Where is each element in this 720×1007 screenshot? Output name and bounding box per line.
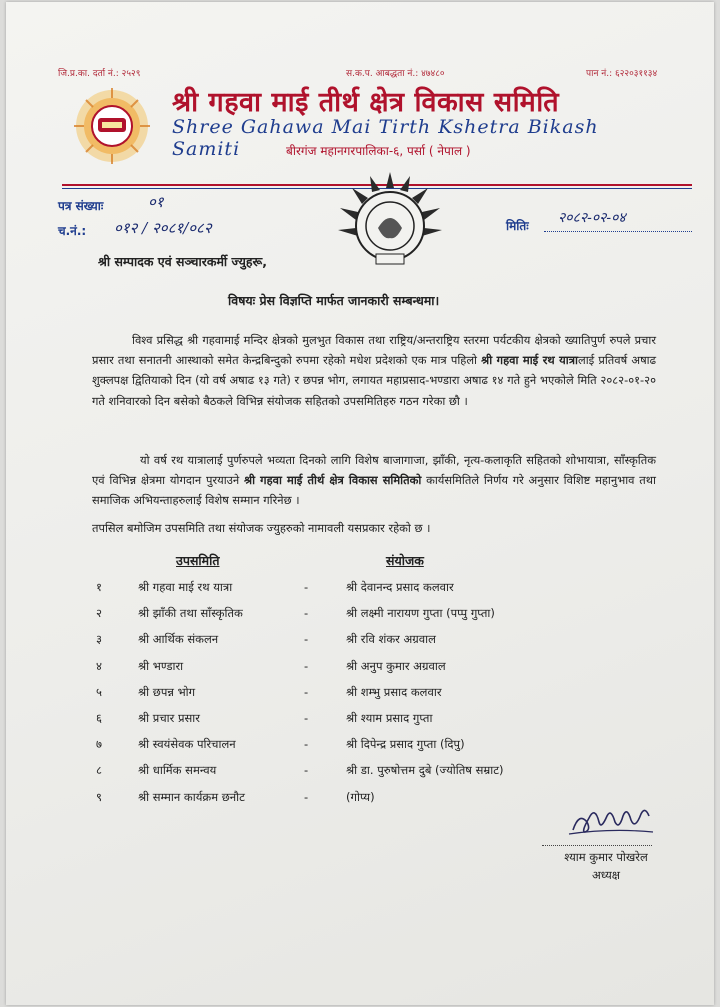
row-number: ७ — [96, 737, 102, 752]
signature-line — [542, 845, 652, 846]
row-number: २ — [96, 606, 102, 621]
table-row — [92, 763, 652, 787]
row-number: ५ — [96, 684, 102, 699]
committee-name: श्री प्रचार प्रसार — [138, 711, 200, 725]
convener-name: श्री देवानन्द प्रसाद कलवार — [346, 580, 454, 594]
convener-name: श्री अनुप कुमार अग्रवाल — [346, 658, 446, 673]
row-dash: - — [304, 632, 309, 647]
row-dash: - — [304, 606, 309, 621]
letter-number-value: ०१ — [148, 193, 164, 211]
committee-name: श्री भण्डारा — [138, 658, 184, 673]
affiliation-number: स.क.प. आबद्धता नं.: ४७४८० — [346, 69, 445, 79]
column-header-convener: संयोजक — [386, 553, 424, 568]
organization-address: बीरगंज महानगरपालिका-६, पर्सा ( नेपाल ) — [286, 144, 471, 158]
row-dash: - — [304, 789, 309, 804]
convener-name: श्री शम्भु प्रसाद कलवार — [346, 684, 442, 699]
committee-name: श्री सम्मान कार्यक्रम छनौट — [138, 789, 245, 804]
handwritten-signature-icon — [561, 792, 661, 842]
letter-number-label: पत्र संख्याः — [58, 199, 104, 213]
signatory-title: अध्यक्ष — [591, 868, 621, 882]
convener-name: श्री रवि शंकर अग्रवाल — [346, 632, 436, 647]
pan-number: पान नं.: ६२२०३११३४ — [586, 69, 658, 79]
body-paragraph-3: तपसिल बमोजिम उपसमिति तथा संयोजक ज्युहरुको नामावली यसप्रकार रहेको छ । — [92, 521, 431, 535]
subject-line: विषयः प्रेस विज्ञप्ति मार्फत जानकारी सम्बन्धमा। — [228, 293, 440, 308]
committee-name: श्री आर्थिक संकलन — [138, 632, 219, 647]
committee-name: श्री धार्मिक समन्वय — [138, 763, 217, 778]
letterhead-page — [6, 2, 714, 1005]
row-dash: - — [304, 684, 309, 699]
row-number: ६ — [96, 711, 102, 725]
addressee: श्री सम्पादक एवं सञ्चारकर्मी ज्युहरू, — [98, 254, 268, 269]
signatory-name: श्याम कुमार पोखरेल — [564, 850, 648, 864]
row-dash: - — [304, 580, 309, 594]
committee-name: श्री गहवा माई रथ यात्रा — [138, 580, 233, 594]
row-number: ३ — [96, 632, 102, 647]
convener-name: श्री डा. पुरुषोत्तम दुबे (ज्योतिष सम्राट) — [346, 763, 504, 778]
organization-title-english: Shree Gahawa Mai Tirth Kshetra Bikash Samiti — [172, 116, 599, 160]
date-underline — [544, 231, 692, 232]
table-row — [92, 685, 652, 709]
body-paragraph-2: यो वर्ष रथ यात्रालाई पुर्णरुपले भव्यता दिनको लागि विशेष बाजागाजा, झाँकी, नृत्य-कलाकृति सहितको शोभायात्रा, साँस्कृतिक एवं विभिन्न क्षेत्रमा योगदान पुरयाउने श्री गहवा माई तीर्थ क्षेत्र विकास समितिको कार्यसमितिले निर्णय गरे अनुसार विशिष्ट महानुभाव तथा समाजिक अभियन्ताहरुलाई विशेष सम्मान गरिनेछ । — [92, 453, 656, 508]
table-row — [92, 737, 652, 761]
seal-stamp-icon — [332, 168, 448, 280]
convener-name: श्री श्याम प्रसाद गुप्ता — [346, 711, 433, 725]
organization-title-nepali: श्री गहवा माई तीर्थ क्षेत्र विकास समिति — [172, 87, 560, 118]
row-number: ९ — [96, 789, 102, 804]
committee-name: श्री स्वयंसेवक परिचालन — [138, 737, 236, 752]
table-row — [92, 659, 652, 683]
convener-name: श्री दिपेन्द्र प्रसाद गुप्ता (दिपु) — [346, 737, 465, 752]
dispatch-number-value: ०१२ / २०८१/०८२ — [114, 219, 212, 237]
convener-name: श्री लक्ष्मी नारायण गुप्ता (पप्पु गुप्ता) — [346, 606, 495, 621]
date-label: मितिः — [506, 219, 529, 233]
table-row — [92, 711, 652, 735]
row-number: ४ — [96, 658, 102, 673]
committee-name: श्री झाँकी तथा साँस्कृतिक — [138, 606, 243, 621]
table-row — [92, 632, 652, 656]
table-row — [92, 580, 652, 604]
convener-name: (गोप्य) — [346, 789, 375, 804]
row-number: १ — [96, 580, 102, 594]
row-dash: - — [304, 737, 309, 752]
column-header-committee: उपसमिति — [176, 553, 220, 568]
row-dash: - — [304, 763, 309, 778]
row-dash: - — [304, 711, 309, 725]
committee-name: श्री छपन्न भोग — [138, 684, 196, 699]
organization-logo-icon — [64, 86, 160, 166]
row-dash: - — [304, 658, 309, 673]
dispatch-number-label: च.नं.: — [58, 224, 87, 238]
registration-number: जि.प्र.का. दर्ता नं.: २५२९ — [58, 69, 141, 79]
table-row — [92, 606, 652, 630]
body-paragraph-1: विश्व प्रसिद्ध श्री गहवामाई मन्दिर क्षेत्रको मुलभुत विकास तथा राष्ट्रिय/अन्तराष्ट्रिय स्तरमा पर्यटकीय क्षेत्रको ख्यातिपुर्ण रुपले प्रचार प्रसार तथा सनातनी आस्थाको समेत केन्द्रबिन्दुको रुपमा रहेको मधेश प्रदेशको एक मात्र पहिलो श्री गहवा माई रथ यात्रालाई प्रतिवर्ष अषाढ शुक्लपक्ष द्वितियाको दिन (यो वर्ष अषाढ १३ गते) र छपन्न भोग, लगायत महाप्रसाद-भण्डारा अषाढ १४ गते हुने भएकोले मिति २०८२-०१-२० गते शनिवारको दिन बसेको बैठकले विभिन्न संयोजक सहितको उपसमितिहरु गठन गरेका छौ । — [92, 333, 657, 408]
row-number: ८ — [96, 763, 102, 778]
date-value: २०८२-०२-०४ — [558, 210, 626, 226]
